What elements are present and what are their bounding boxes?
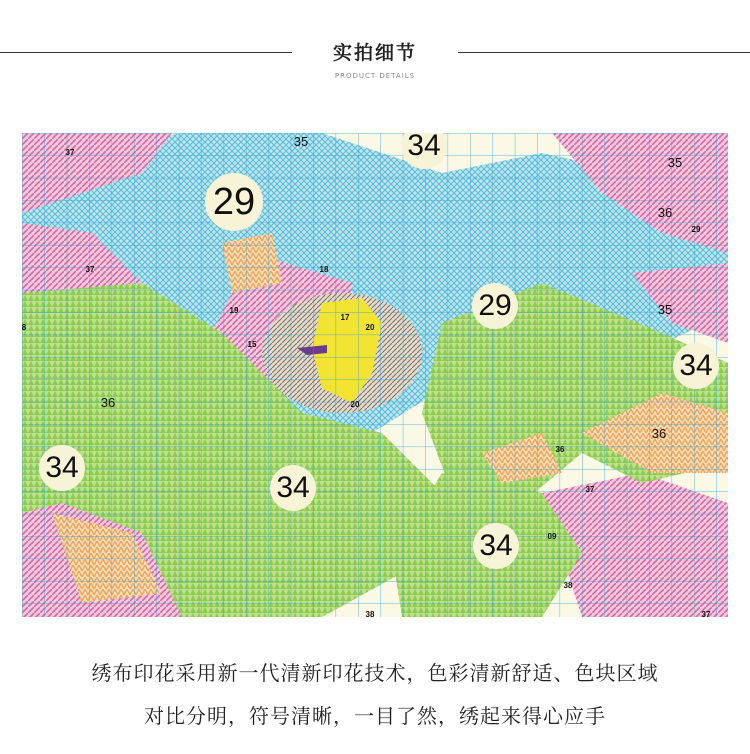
symbol-number: 36 [657, 205, 673, 220]
symbol-number: 38 [365, 610, 375, 617]
symbol-number: 18 [319, 265, 329, 274]
section-subtitle: PRODUCT DETAILS [334, 72, 416, 80]
symbol-number: 37 [701, 610, 711, 617]
symbol-number: 38 [563, 581, 573, 590]
symbol-number: 34 [673, 343, 719, 389]
symbol-number: 37 [65, 148, 75, 157]
canvas-pattern [22, 133, 728, 617]
symbol-number: 35 [293, 134, 309, 149]
symbol-number: 35 [667, 155, 683, 170]
symbol-number: 20 [350, 400, 360, 409]
symbol-number: 34 [39, 445, 85, 491]
symbol-number: 17 [340, 313, 350, 322]
symbol-number: 29 [691, 225, 701, 234]
symbol-number: 8 [22, 323, 27, 332]
caption-line-2: 对比分明，符号清晰，一目了然，绣起来得心应手 [144, 704, 606, 728]
embroidery-canvas-photo [22, 133, 728, 617]
symbol-number: 34 [401, 133, 447, 169]
symbol-number: 19 [229, 306, 239, 315]
section-title: 实拍细节 [332, 42, 417, 64]
symbol-number: 37 [585, 485, 595, 494]
symbol-number: 35 [657, 302, 673, 317]
symbol-number: 29 [472, 283, 518, 329]
symbol-number: 34 [270, 465, 316, 511]
symbol-number: 29 [205, 173, 263, 231]
symbol-number: 20 [365, 323, 375, 332]
section-header [0, 0, 750, 110]
symbol-number: 36 [651, 426, 667, 441]
symbol-number: 37 [85, 265, 95, 274]
symbol-number: 36 [555, 445, 565, 454]
symbol-number: 09 [547, 532, 557, 541]
header-rule-right [458, 52, 750, 53]
caption-line-1: 绣布印花采用新一代清新印花技术，色彩清新舒适、色块区域 [91, 661, 659, 685]
symbol-number: 34 [473, 523, 519, 569]
symbol-number: 36 [100, 395, 116, 410]
symbol-number: 15 [247, 340, 257, 349]
